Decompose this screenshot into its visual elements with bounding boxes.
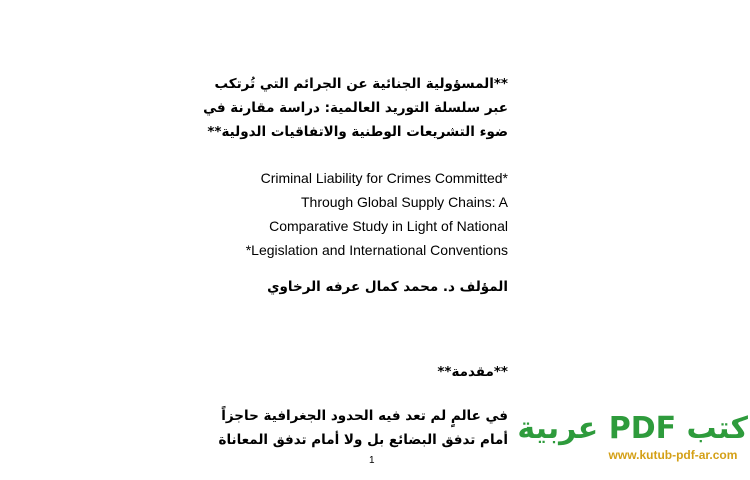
author-line xyxy=(208,275,508,299)
title-arabic xyxy=(203,72,508,144)
intro-line-2: أمام تدفق البضائع بل ولا أمام تدفق المعاناة xyxy=(218,432,508,448)
title-english-line-3: Comparative Study in Light of National xyxy=(269,218,508,234)
title-arabic-line-1: **المسؤولية الجنائية عن الجرائم التي تُرتكب xyxy=(214,76,508,92)
watermark-logo-text: كتب PDF عربية xyxy=(517,411,748,446)
title-english-line-2: Through Global Supply Chains: A xyxy=(300,194,508,210)
intro-paragraph xyxy=(208,404,508,452)
title-english xyxy=(208,166,508,262)
title-arabic-line-3: ضوء التشريعات الوطنية والاتفاقيات الدولية** xyxy=(207,124,508,140)
watermark-url[interactable]: www.kutub-pdf-ar.com xyxy=(608,448,738,462)
intro-line-1: في عالمٍ لم تعد فيه الحدود الجغرافية حاجزاً xyxy=(221,408,508,424)
title-arabic-line-2: عبر سلسلة التوريد العالمية: دراسة مقارنة في xyxy=(203,100,508,116)
intro-heading xyxy=(208,360,508,384)
author-name: المؤلف د. محمد كمال عرفه الرخاوي xyxy=(267,279,508,295)
intro-heading-text: **مقدمة** xyxy=(437,364,508,380)
title-english-line-4: *Legislation and International Conventions xyxy=(245,242,508,258)
title-english-line-1: Criminal Liability for Crimes Committed* xyxy=(260,170,508,186)
page-number: 1 xyxy=(369,455,375,466)
watermark-logo xyxy=(517,411,748,462)
